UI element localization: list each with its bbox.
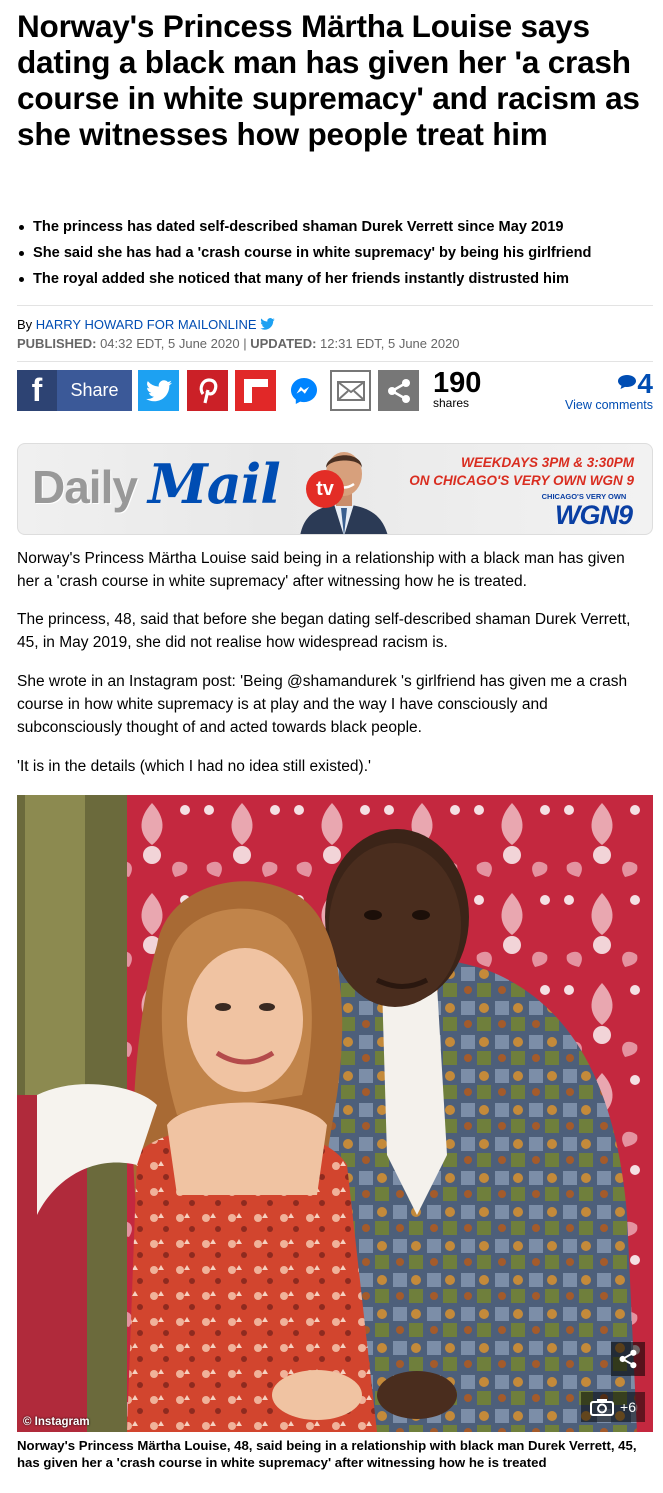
twitter-icon — [146, 380, 172, 402]
station-logo: WGN9 — [555, 500, 632, 530]
updated-date: 12:31 EDT, 5 June 2020 — [320, 336, 460, 351]
published-date: 04:32 EDT, 5 June 2020 — [100, 336, 240, 351]
share-icon — [618, 1349, 638, 1369]
article-headline: Norway's Princess Märtha Louise says dating a black man has given her 'a crash course in white supremacy' and racism as she witnesses how people treat him — [17, 8, 640, 152]
byline — [17, 317, 275, 333]
divider — [17, 361, 653, 362]
comment-bubble-icon — [618, 375, 636, 389]
station-tagline: CHICAGO'S VERY OWN — [541, 492, 627, 501]
photo-caption: Norway's Princess Märtha Louise, 48, said being in a relationship with black man Durek Verrett, 45, has given her a 'crash course in white supremacy' after witnessing how he is treated — [17, 1438, 637, 1470]
flipboard-share-button[interactable] — [235, 370, 276, 411]
ad-promo-line-2: ON CHICAGO'S VERY OWN WGN 9 — [409, 473, 634, 488]
ad-promo-line-1: WEEKDAYS 3PM & 3:30PM — [460, 455, 634, 470]
date-separator: | — [243, 336, 247, 351]
photo-credit: © Instagram — [23, 1416, 90, 1428]
author-link[interactable]: HARRY HOWARD FOR MAILONLINE — [35, 317, 257, 332]
ad-brand-mail: Mail — [148, 452, 280, 516]
pinterest-share-button[interactable] — [187, 370, 228, 411]
summary-bullet: The royal added she noticed that many of her friends instantly distrusted him — [17, 270, 657, 296]
ad-brand-tv: tv — [306, 470, 344, 508]
divider — [17, 305, 653, 306]
summary-bullet: She said she has had a 'crash course in white supremacy' by being his girlfriend — [17, 244, 657, 270]
share-count-label: shares — [433, 396, 470, 410]
messenger-share-button[interactable] — [283, 370, 324, 411]
comments-link[interactable] — [565, 370, 653, 412]
camera-icon — [590, 1398, 614, 1416]
gallery-button[interactable] — [581, 1392, 645, 1422]
article-photo[interactable] — [17, 795, 653, 1432]
twitter-bird-icon[interactable] — [260, 317, 275, 332]
couple-photo-illustration — [17, 795, 653, 1432]
article-paragraph: The princess, 48, said that before she began dating self-described shaman Durek Verrett, 45, in May 2019, she did not realise how widespread racism is. — [17, 611, 631, 651]
byline-prefix: By — [17, 317, 33, 332]
email-icon — [337, 381, 365, 401]
pinterest-icon — [197, 377, 219, 405]
published-label: PUBLISHED: — [17, 336, 97, 351]
ad-promo-text — [409, 454, 634, 490]
messenger-icon — [289, 376, 319, 406]
email-share-button[interactable] — [330, 370, 371, 411]
share-bar — [17, 367, 653, 412]
facebook-share-label: Share — [70, 380, 119, 400]
view-comments-label[interactable]: View comments — [565, 398, 653, 412]
presenter-photo — [280, 444, 408, 535]
share-count — [433, 368, 481, 410]
ad-brand-daily: Daily — [32, 461, 137, 513]
twitter-share-button[interactable] — [138, 370, 179, 411]
summary-bullet: The princess has dated self-described shaman Durek Verrett since May 2019 — [17, 218, 657, 244]
summary-bullets — [17, 218, 657, 296]
article-paragraph: Norway's Princess Märtha Louise said being in a relationship with a black man has given her a 'crash course in white supremacy' after witnessing how he is treated. — [17, 550, 625, 590]
gallery-count: +6 — [620, 1399, 636, 1415]
facebook-share-button[interactable] — [17, 370, 132, 411]
comments-count: 4 — [637, 368, 653, 399]
more-share-button[interactable] — [378, 370, 419, 411]
updated-label: UPDATED: — [250, 336, 317, 351]
publish-dates — [17, 336, 460, 352]
share-count-number: 190 — [433, 367, 482, 399]
article-paragraph: She wrote in an Instagram post: 'Being @shamandurek 's girlfriend has given me a crash course in how white supremacy is at play and the way I have consciously and subconsciously thought of and acted towards black people. — [17, 673, 628, 736]
photo-share-button[interactable] — [611, 1342, 645, 1376]
share-icon — [386, 378, 412, 404]
dailymail-tv-ad-banner[interactable] — [17, 443, 653, 535]
flipboard-icon — [244, 379, 268, 403]
facebook-icon: f — [17, 370, 57, 411]
article-paragraph: 'It is in the details (which I had no idea still existed).' — [17, 758, 371, 775]
